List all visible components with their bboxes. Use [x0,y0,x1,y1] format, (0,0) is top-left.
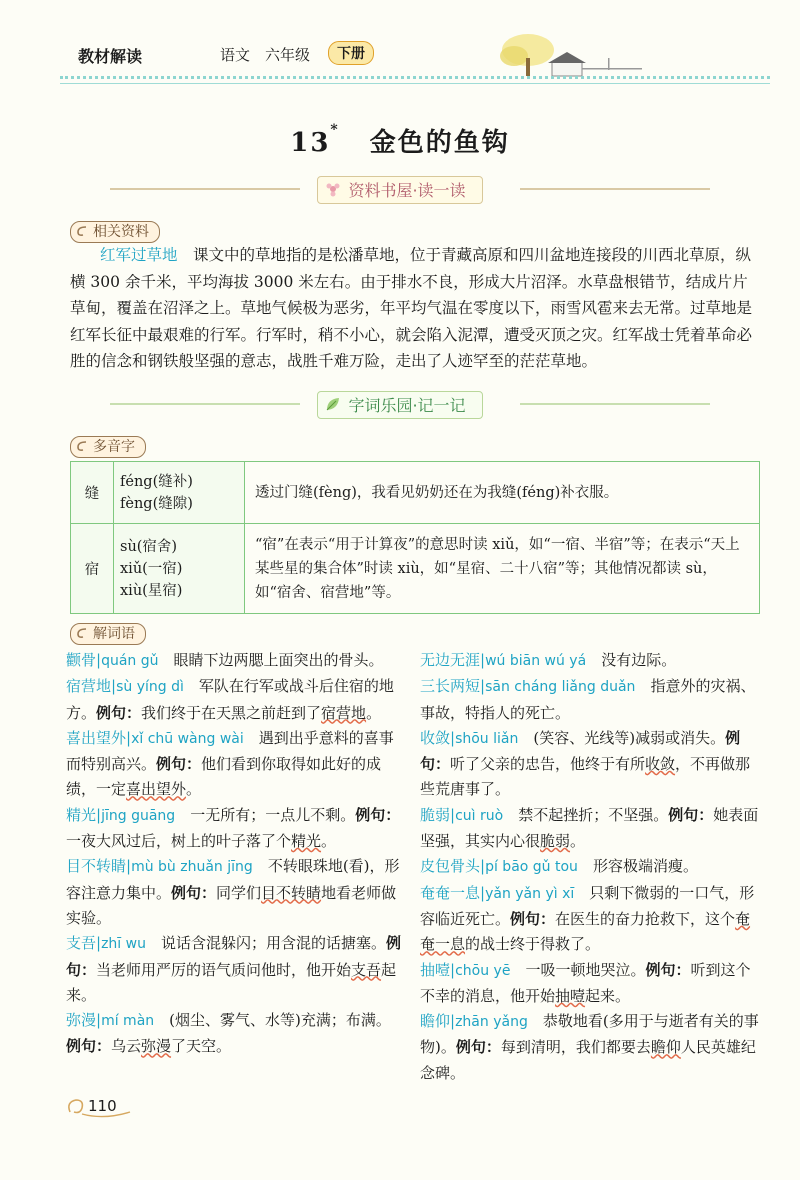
vocab-definition: 只剩下微弱的一口气，形容临近死亡。 [420,883,755,928]
example-label: 例句： [156,755,202,774]
tree-house-decoration-icon [478,28,648,80]
table-row [71,524,760,614]
example-highlight: 瞻仰 [650,1038,681,1057]
separator: | [126,728,132,747]
example-label: 例句： [171,883,217,902]
vocab-word: 奄奄一息 [420,883,481,902]
example-highlight: 收敛 [645,755,676,774]
example-label: 例句： [66,1037,112,1056]
vocab-definition: 一吸一顿地哭泣。 [525,960,646,979]
example-label: 例句： [455,1038,501,1057]
banner-left-rule [110,403,300,405]
separator: | [450,728,456,747]
vocab-column-left [66,648,404,1060]
separator: | [96,1011,102,1030]
separator: | [126,857,132,876]
header-dotted-rule [60,76,770,79]
separator [518,729,533,747]
poly-reading: xiǔ(一宿) [120,560,183,577]
tag-polyphones [70,436,146,458]
vocab-word: 瞻仰 [420,1012,451,1031]
vocab-entry [66,674,404,726]
example-text: 当老师用严厉的语气质问他时，他开始 [96,960,352,979]
info-term: 红军过草地 [100,246,178,264]
vocab-definition: 禁不起挫折；不坚强。 [518,805,669,824]
banner-box [317,391,482,419]
header-subject: 语文 [220,46,251,64]
scroll-hook-icon [75,439,89,453]
separator [253,857,268,875]
vocab-entry [420,726,762,803]
vocab-entry [420,1009,762,1086]
tag-vocabulary [70,623,146,645]
vocab-word: 目不转睛 [66,857,127,876]
banner-right-rule [520,188,710,190]
separator [244,729,259,747]
vocab-entry [420,854,762,880]
example-text: 地看老师做实验。 [66,883,397,927]
vocab-entry [420,674,762,726]
example-label: 例句： [510,909,556,928]
banner-left-rule [110,188,300,190]
poly-example: “宿”在表示“用于计算夜”的意思时读 xiǔ，如“一宿、半宿”等；在表示“天上某些星的集合体”时读 xiù，如“星宿、二十八宿”等；其他情况都读 sù，如“宿舍、宿营地”等。 [245,524,760,614]
example-text: 人民英雄纪念碑。 [420,1038,756,1082]
vocab-definition: 军队在行军或战斗后住宿的地方。 [66,677,394,722]
separator: | [480,677,486,696]
vocab-word: 颧骨 [66,651,97,669]
vocab-entry [66,854,404,931]
example-label: 例句： [420,728,741,774]
example-label: 例句： [96,703,142,722]
tag-label: 相关资料 [93,224,149,240]
header-grade: 六年级 [265,46,311,64]
example-highlight: 弥漫 [141,1037,172,1056]
vocab-definition: (烟尘、雾气、水等)充满；布满。 [169,1011,391,1030]
info-text: 课文中的草地指的是松潘草地，位于青藏高原和四川盆地连接段的川西北草原，纵横 300 余千米，平均海拔 3000 米左右。由于排水不良，形成大片沼泽。水草盘根错节，结成片片草甸，覆盖在沼泽之上。草地气候极为恶劣，年平均气温在零度以下，雨雪风雹来去无常。过草地是红军长征中最艰难的行军。行军时，稍不小心，就会陷入泥潭，遭受灭顶之灾。红军战士凭着革命必胜的信念和钢铁般坚强的意志，战胜千难万险，走出了人迹罕至的茫茫草地。 [70,246,753,370]
example-text: 。 [321,832,337,851]
separator: | [450,805,456,824]
vocab-definition: 没有边际。 [601,651,677,669]
vocab-word: 无边无涯 [420,651,481,669]
separator [510,961,525,979]
example-text: 一夜大风过后，树上的叶子落了个 [66,832,292,851]
poly-readings [114,462,245,524]
poly-char: 宿 [71,524,114,614]
example-label: 例句： [355,805,401,824]
vocab-entry [420,648,762,674]
banner-text: 字词乐园·记一记 [348,396,466,415]
header-volume-badge: 下册 [328,41,374,65]
separator: | [450,960,456,979]
separator [586,651,601,669]
poly-reading: sù(宿舍) [120,538,178,555]
separator: | [480,883,486,902]
example-label: 例句： [645,960,691,979]
page-number: 110 [88,1097,117,1115]
vocab-pinyin: yǎn yǎn yì xī [485,885,575,902]
vocab-word: 精光 [66,805,97,824]
polyphone-table [70,461,760,614]
section-banner-reading [0,176,800,204]
vocab-pinyin: mù bù zhuǎn jīng [131,859,253,876]
vocab-definition: 说话含混躲闪；用含混的话搪塞。 [160,934,386,953]
example-label: 例句： [668,805,714,824]
poly-reading: xiù(星宿) [120,582,183,599]
vocab-entry [420,803,762,855]
lesson-star: * [330,122,340,138]
example-text: 。 [570,832,586,851]
tag-related-info [70,221,160,243]
vocab-word: 喜出望外 [66,728,127,747]
example-text: 听到这个不幸的消息，他开始 [420,960,751,1005]
vocab-definition: 眼睛下边两腮上面突出的骨头。 [173,651,384,669]
vocab-word: 收敛 [420,728,451,747]
separator [146,934,161,952]
vocab-entry [66,1008,404,1060]
example-highlight: 目不转睛 [261,883,322,902]
vocab-entry [66,648,404,674]
poly-example: 透过门缝(fèng)，我看见奶奶还在为我缝(féng)补衣服。 [245,462,760,524]
separator [574,884,589,902]
poly-reading: féng(缝补) [120,473,193,490]
vocab-pinyin: chōu yē [455,962,511,979]
example-text: 起来。 [66,960,397,1004]
tag-label: 多音字 [93,439,135,455]
separator [578,857,593,875]
poly-readings [114,524,245,614]
example-highlight: 精光 [291,832,322,851]
header-title: 教材解读 [78,47,143,66]
table-row [71,462,760,524]
vocab-word: 宿营地 [66,677,112,696]
vocab-definition: 一无所有；一点儿不剩。 [190,805,356,824]
page-header [0,0,800,90]
vocab-word: 脆弱 [420,805,451,824]
example-text: 我们终于在天黑之前赶到了 [141,703,322,722]
vocab-pinyin: pí bāo gǔ tou [485,859,578,876]
vocab-word: 皮包骨头 [420,857,481,876]
vocab-definition: 形容极端消瘦。 [592,857,698,876]
example-text: 乌云 [111,1037,142,1056]
vocab-column-right [420,648,762,1086]
lesson-name: 金色的鱼钩 [369,128,510,158]
vocab-pinyin: sān cháng liǎng duǎn [485,679,636,696]
separator: | [96,651,102,669]
vocab-pinyin: zhī wu [101,936,146,953]
banner-text: 资料书屋·读一读 [348,181,466,200]
banner-box [317,176,482,204]
example-text: 在医生的奋力抢救下，这个 [555,909,736,928]
vocab-definition: (笑容、光线等)减弱或消失。 [533,728,726,747]
separator: | [111,677,117,696]
example-text: 每到清明，我们都要去 [500,1038,651,1057]
example-text: 了天空。 [171,1037,232,1056]
vocab-pinyin: jīng guāng [101,807,176,824]
scroll-hook-icon [75,224,89,238]
separator [154,1011,169,1029]
info-paragraph [70,242,760,375]
header-rule [60,83,770,84]
example-label: 例句： [66,934,402,979]
vocab-entry [420,958,762,1010]
example-text: 他们看到你取得如此好的成绩，一定 [66,755,382,799]
vocab-pinyin: xǐ chū wàng wài [131,730,244,747]
vocab-word: 抽噎 [420,960,451,979]
separator: | [96,934,102,953]
vocab-pinyin: mí màn [101,1013,155,1030]
vocab-entry [66,803,404,855]
tag-label: 解词语 [93,626,135,642]
separator [528,1012,543,1030]
example-highlight: 宿营地 [321,703,367,722]
flower-icon [324,180,342,198]
example-highlight: 奄奄一息 [420,909,751,954]
lesson-number: 13 [290,128,331,158]
separator: | [96,805,102,824]
separator [184,677,199,695]
example-text: 。 [186,780,202,799]
separator [635,677,650,695]
separator: | [480,651,486,669]
separator [159,651,174,669]
vocab-word: 弥漫 [66,1011,97,1030]
example-text: 的战士终于得救了。 [465,935,601,954]
example-highlight: 支吾 [351,960,382,979]
lesson-title [0,122,800,159]
example-text: 起来。 [585,986,631,1005]
poly-reading: fèng(缝隙) [120,495,193,512]
vocab-pinyin: cuì ruò [455,807,504,824]
vocab-word: 支吾 [66,934,97,953]
separator: | [480,857,486,876]
vocab-definition: 指意外的灾祸、事故，特指人的死亡。 [420,677,756,722]
leaf-icon [324,395,342,413]
separator [503,806,518,824]
vocab-pinyin: zhān yǎng [455,1014,528,1031]
example-highlight: 抽噎 [555,986,586,1005]
vocab-word: 三长两短 [420,677,481,696]
vocab-pinyin: quán gǔ [101,653,159,669]
example-text: 听了父亲的忠告，他终于有所 [450,755,646,774]
example-text: 她表面坚强，其实内心很 [420,805,759,851]
section-banner-words [0,391,800,419]
vocab-entry [66,931,404,1008]
poly-char: 缝 [71,462,114,524]
banner-right-rule [520,403,710,405]
vocab-definition: 不转眼珠地(看)，形容注意力集中。 [66,857,400,902]
vocab-entry [420,881,762,958]
separator: | [450,1012,456,1031]
vocab-pinyin: wú biān wú yá [485,653,587,669]
scroll-hook-icon [75,626,89,640]
separator [175,806,190,824]
example-text: 同学们 [216,883,262,902]
vocab-pinyin: sù yíng dì [116,679,184,696]
example-text: ，不再做那些荒唐事了。 [420,755,751,799]
vocab-definition: 恭敬地看(多用于与逝者有关的事物)。 [420,1012,759,1057]
vocab-pinyin: shōu liǎn [455,730,519,747]
example-text: 。 [366,703,382,722]
vocab-definition: 遇到出乎意料的喜事而特别高兴。 [66,728,394,774]
example-highlight: 脆弱 [540,832,571,851]
vocab-entry [66,726,404,803]
example-highlight: 喜出望外 [126,780,187,799]
